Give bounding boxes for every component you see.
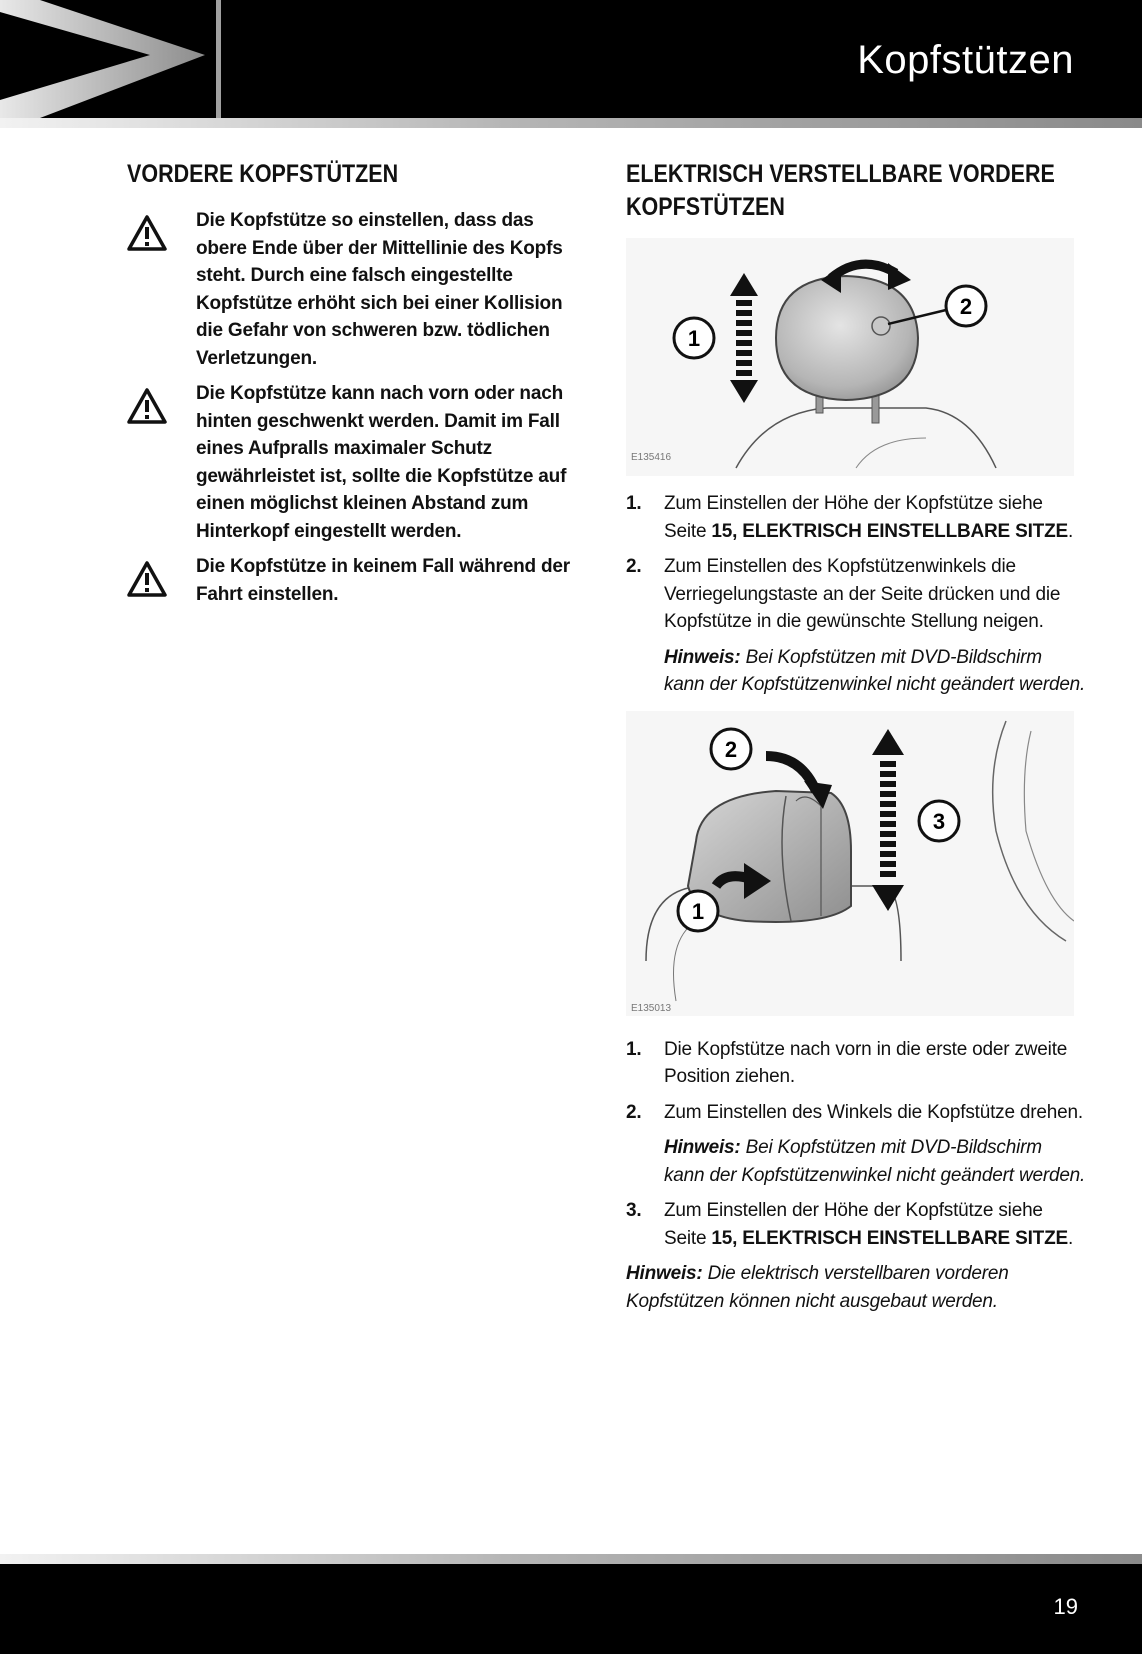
warning-triangle-icon [127,380,171,545]
warning-block [127,380,587,545]
callout-2: 2 [959,294,973,319]
chevron-logo-graphic [0,0,230,118]
warning-text: Die Kopfstütze kann nach vorn oder nach hinten geschwenkt werden. Damit im Fall eines Aufpralls maximaler Schutz gewährleistet ist, sollte die Kopfstütze auf einen möglichst kleinen Abstand zum Hinterkopf eingestellt werden. [196,383,567,542]
warning-block [127,207,587,372]
callout-1: 1 [691,898,705,924]
page-reference-link[interactable]: 15, ELEKTRISCH EINSTELLBARE SITZE [711,520,1068,542]
callout-1: 1 [687,326,701,351]
warning-triangle-icon [127,553,171,608]
list-item: 2. Zum Einstellen des Kopfstützenwinkels die Verriegelungstaste an der Seite drücken und die Kopfstütze in die gewünschte Stellung neigen. [626,556,1061,632]
warning-triangle-icon [127,207,171,372]
instruction-list-1 [626,490,1086,636]
section-heading-front-headrests: VORDERE KOPFSTÜTZEN [127,160,399,188]
page-footer [0,1564,1142,1654]
note: Hinweis: Bei Kopfstützen mit DVD-Bildschirm kann der Kopfstützenwinkel nicht geändert werden. [664,646,1086,695]
instruction-list-3 [626,1197,1086,1252]
note: Hinweis: Die elektrisch verstellbaren vorderen Kopfstützen können nicht ausgebaut werden. [626,1263,1009,1312]
warning-text: Die Kopfstütze so einstellen, dass das obere Ende über der Mittellinie des Kopfs steht. Durch eine falsch eingestellte Kopfstütze erhöht sich bei einer Kollision die Gefahr von schweren bzw. tödlichen Verletzungen. [196,210,563,369]
list-item: 1. Zum Einstellen der Höhe der Kopfstütze siehe Seite 15, ELEKTRISCH EINSTELLBARE SITZE. [626,493,1074,542]
note: Hinweis: Bei Kopfstützen mit DVD-Bildschirm kann der Kopfstützenwinkel nicht geändert werden. [664,1137,1086,1186]
section-heading-electric-headrests: ELEKTRISCH VERSTELLBARE VORDERE [626,160,1055,188]
warning-block [127,553,587,608]
section-heading-electric-headrests-line2: KOPFSTÜTZEN [626,193,785,221]
list-item: 1. Die Kopfstütze nach vorn in die erste oder zweite Position ziehen. [626,1038,1068,1087]
page-reference-link[interactable]: 15, ELEKTRISCH EINSTELLBARE SITZE [711,1227,1068,1249]
warning-text: Die Kopfstütze in keinem Fall während der Fahrt einstellen. [196,556,570,605]
headrest-diagram-1 [626,238,1074,476]
footer-divider [0,1554,1142,1564]
figure-code: E135416 [631,452,672,463]
page-title: Kopfstützen [857,38,1074,82]
header-divider [0,118,1142,128]
list-item: 3. Zum Einstellen der Höhe der Kopfstütze siehe Seite 15, ELEKTRISCH EINSTELLBARE SITZE. [626,1200,1074,1249]
headrest-diagram-2 [626,711,1074,1016]
instruction-list-2 [626,1036,1086,1127]
page-header [0,0,1142,118]
callout-3: 3 [932,808,946,834]
list-item: 2. Zum Einstellen des Winkels die Kopfstütze drehen. [626,1101,1083,1123]
left-column [127,158,587,616]
callout-2: 2 [724,736,738,762]
right-column [626,158,1086,1315]
page-number: 19 [1053,1594,1078,1619]
figure-code: E135013 [631,1002,672,1014]
